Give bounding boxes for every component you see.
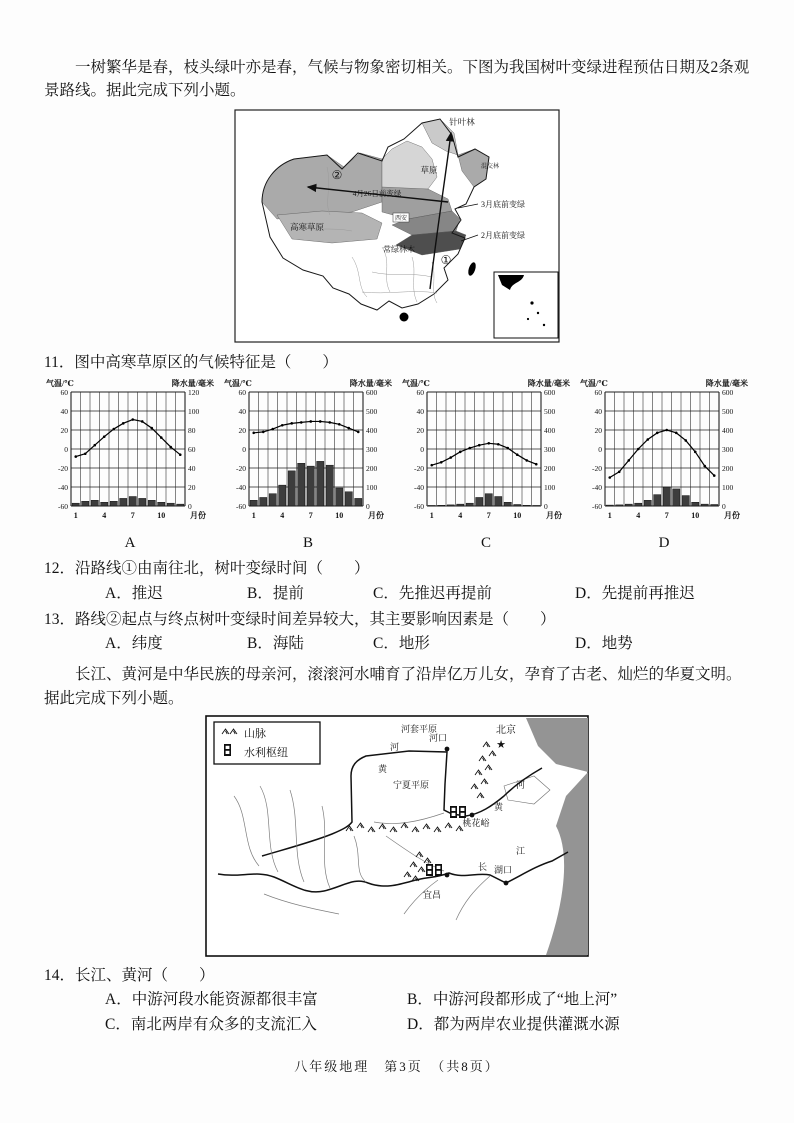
svg-text:40: 40 [416, 406, 424, 416]
svg-text:100: 100 [544, 482, 556, 492]
svg-text:0: 0 [722, 501, 726, 511]
svg-text:60: 60 [416, 387, 424, 397]
label-hetao-plain: 河套平原 [400, 723, 438, 734]
svg-text:气温/℃: 气温/℃ [580, 378, 608, 388]
q13-option-d: D．地势 [575, 635, 633, 652]
svg-text:40: 40 [60, 406, 68, 416]
legend-mountain-label: 山脉 [244, 727, 266, 740]
question-12-options [44, 582, 750, 605]
svg-text:60: 60 [188, 444, 196, 454]
question-14: 14．长江、黄河（ ） [44, 966, 215, 984]
label-green-apr26: 4月26日前变绿 [352, 188, 402, 198]
chart-letter-d: D [658, 534, 670, 551]
svg-text:10: 10 [691, 510, 700, 520]
chart-letter-c: C [480, 534, 491, 551]
svg-text:4: 4 [280, 510, 285, 520]
svg-text:0: 0 [544, 501, 548, 511]
climate-chart-c [400, 376, 572, 534]
svg-text:0: 0 [420, 444, 424, 454]
intro-paragraph-1: 一树繁华是春，枝头绿叶亦是春，气候与物象密切相关。下图为我国树叶变绿进程预估日期及2条观景路线。据此完成下列小题。 [44, 59, 750, 100]
question-13: 13．路线②起点与终点树叶变绿时间差异较大，其主要影响因素是（ ） [44, 610, 556, 628]
question-14-options [44, 988, 750, 1037]
svg-text:200: 200 [544, 463, 556, 473]
label-mixed-forest: 混交林 [480, 163, 500, 170]
q12-option-b: B．提前 [247, 584, 304, 602]
legend-dam-label: 水利枢纽 [244, 746, 288, 759]
svg-text:60: 60 [594, 387, 602, 397]
label-xian [393, 213, 409, 222]
svg-text:-40: -40 [592, 482, 602, 492]
chart-letter-b: B [302, 534, 313, 551]
label-route2: ② [331, 167, 343, 182]
page-footer: 八年级地理 第3页 （共8页） [294, 1059, 500, 1074]
china-greening-map [232, 107, 562, 345]
label-ningxia-plain: 宁夏平原 [392, 779, 430, 790]
svg-text:-20: -20 [236, 463, 246, 473]
q13-option-a: A．纬度 [105, 635, 163, 652]
svg-text:0: 0 [366, 501, 370, 511]
label-he-lower: 河 [516, 779, 526, 790]
svg-text:500: 500 [366, 406, 378, 416]
svg-text:20: 20 [60, 425, 68, 435]
label-coniferous: 针叶林 [449, 116, 475, 127]
q12-option-c: C．先推迟再提前 [373, 584, 492, 602]
china-greening-map-wrap [44, 107, 750, 345]
svg-text:1: 1 [251, 510, 256, 520]
label-taohuayu: 桃花峪 [462, 817, 490, 828]
svg-text:20: 20 [416, 425, 424, 435]
svg-text:60: 60 [60, 387, 68, 397]
q12-option-d: D．先提前再推迟 [575, 584, 695, 602]
climate-chart-d [578, 376, 750, 534]
svg-text:100: 100 [366, 482, 378, 492]
q13-option-c: C．地形 [373, 635, 430, 652]
climate-chart-block-a [44, 376, 216, 555]
svg-text:-20: -20 [58, 463, 68, 473]
label-evergreen: 常绿林木 [383, 244, 415, 254]
svg-text:600: 600 [366, 387, 378, 397]
svg-text:0: 0 [598, 444, 602, 454]
q13-option-b: B．海陆 [247, 635, 304, 652]
south-china-sea-inset [494, 272, 558, 338]
svg-text:20: 20 [594, 425, 602, 435]
q14-option-c: C．南北两岸有众多的支流汇入 [105, 1016, 317, 1034]
label-huang-lower: 黄 [494, 801, 504, 812]
q14-option-a: A．中游河段水能资源都很丰富 [105, 991, 318, 1008]
svg-text:降水量/毫米: 降水量/毫米 [705, 378, 748, 388]
label-huang-upper: 黄 [378, 763, 388, 774]
svg-text:-20: -20 [592, 463, 602, 473]
rivers-map-wrap [44, 714, 750, 958]
svg-text:4: 4 [102, 510, 107, 520]
svg-text:-60: -60 [592, 501, 602, 511]
svg-text:月份: 月份 [546, 510, 562, 520]
label-hukou: 湖口 [494, 864, 513, 875]
climate-chart-block-b [222, 376, 394, 555]
svg-text:降水量/毫米: 降水量/毫米 [527, 378, 570, 388]
svg-text:10: 10 [513, 510, 522, 520]
svg-text:0: 0 [188, 501, 192, 511]
svg-text:600: 600 [722, 387, 734, 397]
beijing-star-icon: ★ [496, 738, 506, 751]
q12-option-a: A．推迟 [105, 584, 163, 602]
svg-text:-20: -20 [414, 463, 424, 473]
svg-text:月份: 月份 [368, 510, 384, 520]
label-alpine-steppe: 高寒草原 [290, 221, 325, 232]
svg-text:气温/℃: 气温/℃ [402, 378, 430, 388]
svg-text:400: 400 [722, 425, 734, 435]
svg-text:200: 200 [722, 463, 734, 473]
intro-paragraph-2: 长江、黄河是中华民族的母亲河，滚滚河水哺育了沿岸亿万儿女，孕育了古老、灿烂的华夏文明。据此完成下列小题。 [44, 666, 742, 707]
svg-text:气温/℃: 气温/℃ [46, 378, 74, 388]
label-chang: 长 [478, 861, 488, 872]
svg-text:气温/℃: 气温/℃ [224, 378, 252, 388]
svg-text:80: 80 [188, 425, 196, 435]
label-green-february: 2月底前变绿 [481, 230, 525, 240]
climate-chart-a [44, 376, 216, 534]
svg-text:-60: -60 [58, 501, 68, 511]
label-jiang: 江 [516, 845, 526, 856]
label-route1: ① [440, 252, 452, 267]
svg-text:-60: -60 [236, 501, 246, 511]
question-11: 11．图中高寒草原区的气候特征是（ ） [44, 353, 338, 371]
label-hekou: 河口 [428, 732, 448, 743]
svg-text:60: 60 [238, 387, 246, 397]
svg-text:40: 40 [594, 406, 602, 416]
svg-text:7: 7 [664, 510, 669, 520]
svg-text:4: 4 [458, 510, 463, 520]
svg-text:1: 1 [607, 510, 612, 520]
svg-text:400: 400 [366, 425, 378, 435]
svg-text:400: 400 [544, 425, 556, 435]
svg-text:600: 600 [544, 387, 556, 397]
svg-text:-60: -60 [414, 501, 424, 511]
svg-text:7: 7 [486, 510, 491, 520]
climate-chart-b [222, 376, 394, 534]
question-12: 12．沿路线①由南往北，树叶变绿时间（ ） [44, 560, 370, 578]
rivers-map [204, 714, 590, 958]
svg-text:月份: 月份 [190, 510, 206, 520]
svg-text:0: 0 [64, 444, 68, 454]
svg-text:10: 10 [335, 510, 344, 520]
svg-text:300: 300 [366, 444, 378, 454]
svg-text:500: 500 [722, 406, 734, 416]
question-13-options [44, 632, 750, 655]
label-yichang: 宜昌 [422, 889, 442, 900]
label-beijing: 北京 [496, 724, 516, 736]
svg-text:100: 100 [188, 406, 200, 416]
chart-letter-a: A [124, 534, 136, 551]
svg-text:0: 0 [242, 444, 246, 454]
svg-text:200: 200 [366, 463, 378, 473]
svg-text:西安: 西安 [394, 215, 408, 222]
climate-chart-block-d [578, 376, 750, 555]
svg-text:降水量/毫米: 降水量/毫米 [349, 378, 392, 388]
svg-text:降水量/毫米: 降水量/毫米 [171, 378, 214, 388]
svg-text:1: 1 [429, 510, 434, 520]
svg-text:1: 1 [73, 510, 78, 520]
svg-text:-40: -40 [414, 482, 424, 492]
svg-text:40: 40 [238, 406, 246, 416]
q14-option-b: B．中游河段都形成了“地上河” [407, 991, 618, 1008]
svg-text:120: 120 [188, 387, 200, 397]
svg-text:7: 7 [130, 510, 135, 520]
svg-text:7: 7 [308, 510, 313, 520]
svg-text:40: 40 [188, 463, 196, 473]
svg-text:-40: -40 [58, 482, 68, 492]
label-grassland: 草原 [420, 164, 438, 175]
svg-text:20: 20 [238, 425, 246, 435]
map2-legend [214, 722, 320, 764]
svg-text:-40: -40 [236, 482, 246, 492]
climate-charts-row [44, 376, 750, 555]
svg-text:10: 10 [157, 510, 166, 520]
svg-text:月份: 月份 [724, 510, 740, 520]
q14-option-d: D．都为两岸农业提供灌溉水源 [407, 1016, 620, 1034]
svg-text:300: 300 [722, 444, 734, 454]
svg-text:100: 100 [722, 482, 734, 492]
climate-chart-block-c [400, 376, 572, 555]
svg-text:500: 500 [544, 406, 556, 416]
svg-text:300: 300 [544, 444, 556, 454]
svg-text:4: 4 [636, 510, 641, 520]
svg-text:20: 20 [188, 482, 196, 492]
hainan-shape [400, 312, 409, 321]
label-green-march: 3月底前变绿 [481, 199, 525, 209]
label-he-upper: 河 [390, 741, 400, 752]
